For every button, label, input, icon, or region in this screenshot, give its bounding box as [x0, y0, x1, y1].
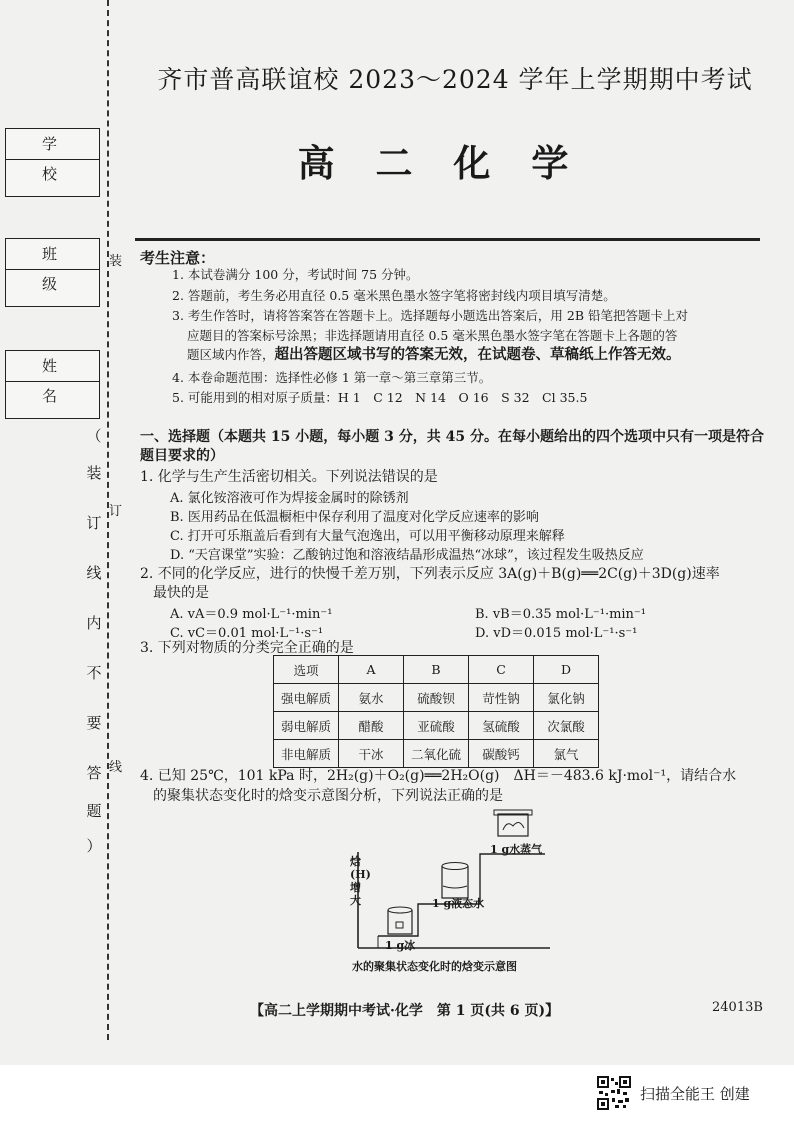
q2-option-c: C. vC＝0.01 mol·L⁻¹·s⁻¹ — [170, 626, 324, 641]
table-cell: C — [469, 656, 534, 684]
notice-line: 2. 答题前，考生务必用直径 0.5 毫米黑色墨水签字笔将密封线内项目填写清楚。 — [172, 288, 616, 303]
water-beaker-icon — [442, 863, 468, 899]
name-field[interactable] — [5, 350, 100, 419]
table-cell: A — [339, 656, 404, 684]
table-cell: 醋酸 — [339, 712, 404, 740]
table-cell: 选项 — [274, 656, 339, 684]
notice-line: 3. 考生作答时，请将答案答在答题卡上。选择题每小题选出答案后，用 2B 铅笔把答题卡上对 — [172, 308, 688, 323]
diagram-state-steam: 1 g水蒸气 — [490, 843, 543, 856]
subject-title: 高 二 化 学 — [297, 141, 583, 185]
table-header-row — [274, 656, 599, 684]
q1-option-c: C. 打开可乐瓶盖后看到有大量气泡逸出，可以用平衡移动原理来解释 — [170, 529, 565, 544]
table-cell: B — [404, 656, 469, 684]
notice-heading: 考生注意： — [140, 249, 216, 267]
binding-line — [107, 0, 109, 1040]
table-row — [274, 684, 599, 712]
q1-option-d: D. “天宫课堂”实验：乙酸钠过饱和溶液结晶形成温热“冰球”，该过程发生吸热反应 — [170, 548, 644, 563]
q1-option-b: B. 医用药品在低温橱柜中保存利用了温度对化学反应速率的影响 — [170, 510, 539, 525]
table-cell: 干冰 — [339, 740, 404, 768]
table-row — [274, 712, 599, 740]
table-cell: 氯气 — [534, 740, 599, 768]
table-row — [274, 740, 599, 768]
class-label: 班 级 — [6, 239, 99, 270]
page-footer: 【高二上学期期中考试·化学 第 1 页(共 6 页)】 — [250, 1003, 560, 1019]
header-rule — [135, 238, 760, 241]
table-cell: 苛性钠 — [469, 684, 534, 712]
diagram-state-ice: 1 g冰 — [385, 939, 416, 952]
q2-option-d: D. vD＝0.015 mol·L⁻¹·s⁻¹ — [475, 626, 638, 641]
q1-stem: 1. 化学与生产生活密切相关。下列说法错误的是 — [140, 469, 438, 485]
notice-line: 1. 本试卷满分 100 分，考试时间 75 分钟。 — [172, 267, 419, 282]
diagram-caption: 水的聚集状态变化时的焓变示意图 — [352, 960, 517, 973]
table-cell: 亚硫酸 — [404, 712, 469, 740]
name-label: 姓 名 — [6, 351, 99, 382]
table-cell: 氯化钠 — [534, 684, 599, 712]
notice-line-3c-prefix: 题区域内作答， — [187, 347, 275, 362]
q2-stem: 2. 不同的化学反应，进行的快慢千差万别，下列表示反应 3A(g)＋B(g)══2C(g)＋3D(g)速率 — [140, 566, 720, 582]
warning-char: 装 — [86, 464, 102, 482]
class-field[interactable] — [5, 238, 100, 307]
enthalpy-diagram — [340, 800, 570, 980]
q4-stem-cont: 的聚集状态变化时的焓变示意图分析，下列说法正确的是 — [153, 788, 503, 804]
school-label: 学 校 — [6, 129, 99, 160]
table-cell: 非电解质 — [274, 740, 339, 768]
warning-char: 订 — [86, 514, 102, 532]
warning-char: 答 — [86, 764, 102, 782]
qr-code-icon — [597, 1076, 631, 1110]
notice-line: 5. 可能用到的相对原子质量：H 1 C 12 N 14 O 16 S 32 Cl 35.5 — [172, 390, 588, 405]
q4-stem: 4. 已知 25℃，101 kPa 时，2H₂(g)＋O₂(g)══2H₂O(g) ΔH＝－483.6 kJ·mol⁻¹，请结合水 — [140, 768, 737, 784]
table-cell: 次氯酸 — [534, 712, 599, 740]
warning-char: ） — [86, 837, 102, 855]
diagram-state-liquid: 1 g液态水 — [432, 897, 485, 910]
q2-option-a: A. vA＝0.9 mol·L⁻¹·min⁻¹ — [170, 607, 333, 622]
paper-code: 24013B — [712, 1000, 763, 1015]
table-cell: 碳酸钙 — [469, 740, 534, 768]
q3-stem: 3. 下列对物质的分类完全正确的是 — [140, 640, 354, 656]
table-cell: 二氧化硫 — [404, 740, 469, 768]
notice-line-3c — [187, 346, 681, 363]
notice-emphasis: 超出答题区域书写的答案无效，在试题卷、草稿纸上作答无效。 — [274, 346, 681, 363]
q2-option-b: B. vB＝0.35 mol·L⁻¹·min⁻¹ — [475, 607, 647, 622]
q2-stem-cont: 最快的是 — [153, 585, 209, 601]
warning-char: 题 — [86, 802, 102, 820]
notice-line: 应题目的答案标号涂黑；非选择题请用直径 0.5 毫米黑色墨水签字笔在答题卡上各题的答 — [187, 328, 678, 343]
warning-char: 内 — [86, 614, 102, 632]
warning-char: 要 — [86, 714, 102, 732]
table-cell: 氨水 — [339, 684, 404, 712]
binding-char-ding: 订 — [109, 504, 123, 519]
table-cell: 硫酸钡 — [404, 684, 469, 712]
binding-char-xian: 线 — [109, 760, 123, 775]
steam-container-icon — [494, 810, 532, 836]
section-heading: 一、选择题（本题共 15 小题，每小题 3 分，共 45 分。在每小题给出的四个选项中只有一项是符合题目要求的） — [140, 429, 764, 464]
table-cell: 氢硫酸 — [469, 712, 534, 740]
ice-beaker-icon — [388, 907, 412, 934]
diagram-y-label: 焓(H)增大 — [350, 855, 371, 907]
table-cell: D — [534, 656, 599, 684]
table-cell: 强电解质 — [274, 684, 339, 712]
classification-table — [273, 655, 599, 768]
exam-title: 齐市普高联谊校 2023～2024 学年上学期期中考试 — [157, 65, 753, 94]
warning-char: （ — [86, 427, 102, 445]
scanner-watermark: 扫描全能王 创建 — [640, 1085, 750, 1103]
notice-line: 4. 本卷命题范围：选择性必修 1 第一章～第三章第三节。 — [172, 370, 492, 385]
school-field[interactable] — [5, 128, 100, 197]
table-cell: 弱电解质 — [274, 712, 339, 740]
binding-char-zhuang: 装 — [109, 254, 123, 269]
warning-char: 不 — [86, 664, 102, 682]
q1-option-a: A. 氯化铵溶液可作为焊接金属时的除锈剂 — [170, 491, 409, 506]
warning-char: 线 — [86, 564, 102, 582]
